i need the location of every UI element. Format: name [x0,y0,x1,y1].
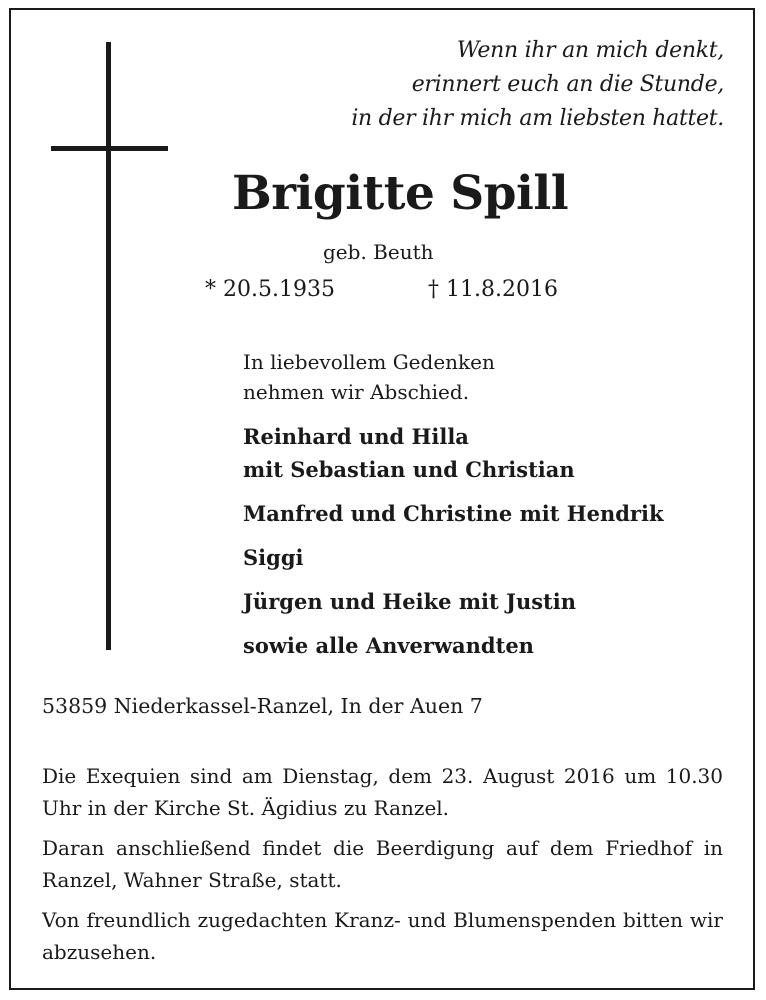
funeral-note: Daran anschließend findet die Beerdigung auf dem Friedhof in Ranzel, Wahner Straße, statt. [42,836,723,892]
deceased-name: Brigitte Spill [232,166,569,221]
memorial-poem [244,34,724,136]
mourner-group [243,420,664,486]
cross-horizontal-bar [51,146,168,151]
mourner-group [243,585,664,618]
family-address: 53859 Niederkassel-Ranzel, In der Auen 7 [42,694,483,718]
mourner-group [243,541,664,574]
funeral-notes [42,760,723,976]
mourner-line: mit Sebastian und Christian [243,457,575,482]
funeral-note: Die Exequien sind am Dienstag, dem 23. August 2016 um 10.30 Uhr in der Kirche St. Ägidius zu Ranzel. [42,764,723,820]
mourner-group [243,497,664,530]
mourner-line: Siggi [243,545,304,570]
poem-line: Wenn ihr an mich denkt, [456,38,724,63]
cross-vertical-bar [106,42,111,650]
farewell-line: In liebevollem Gedenken [243,350,495,374]
mourner-line: Jürgen und Heike mit Justin [243,589,577,614]
mourner-line: Reinhard und Hilla [243,424,469,449]
farewell-line: nehmen wir Abschied. [243,380,470,404]
funeral-note: Von freundlich zugedachten Kranz- und Blumenspenden bitten wir abzusehen. [42,908,723,964]
mourners-list [243,420,664,673]
poem-line: in der ihr mich am liebsten hattet. [351,106,724,131]
poem-line: erinnert euch an die Stunde, [411,72,724,97]
born-name: geb. Beuth [323,240,434,264]
farewell-text [243,347,495,407]
mourner-line: sowie alle Anverwandten [243,633,534,658]
mourner-group [243,629,664,662]
birth-date: * 20.5.1935 [205,277,335,302]
death-date: † 11.8.2016 [428,277,558,302]
mourner-line: Manfred und Christine mit Hendrik [243,501,664,526]
